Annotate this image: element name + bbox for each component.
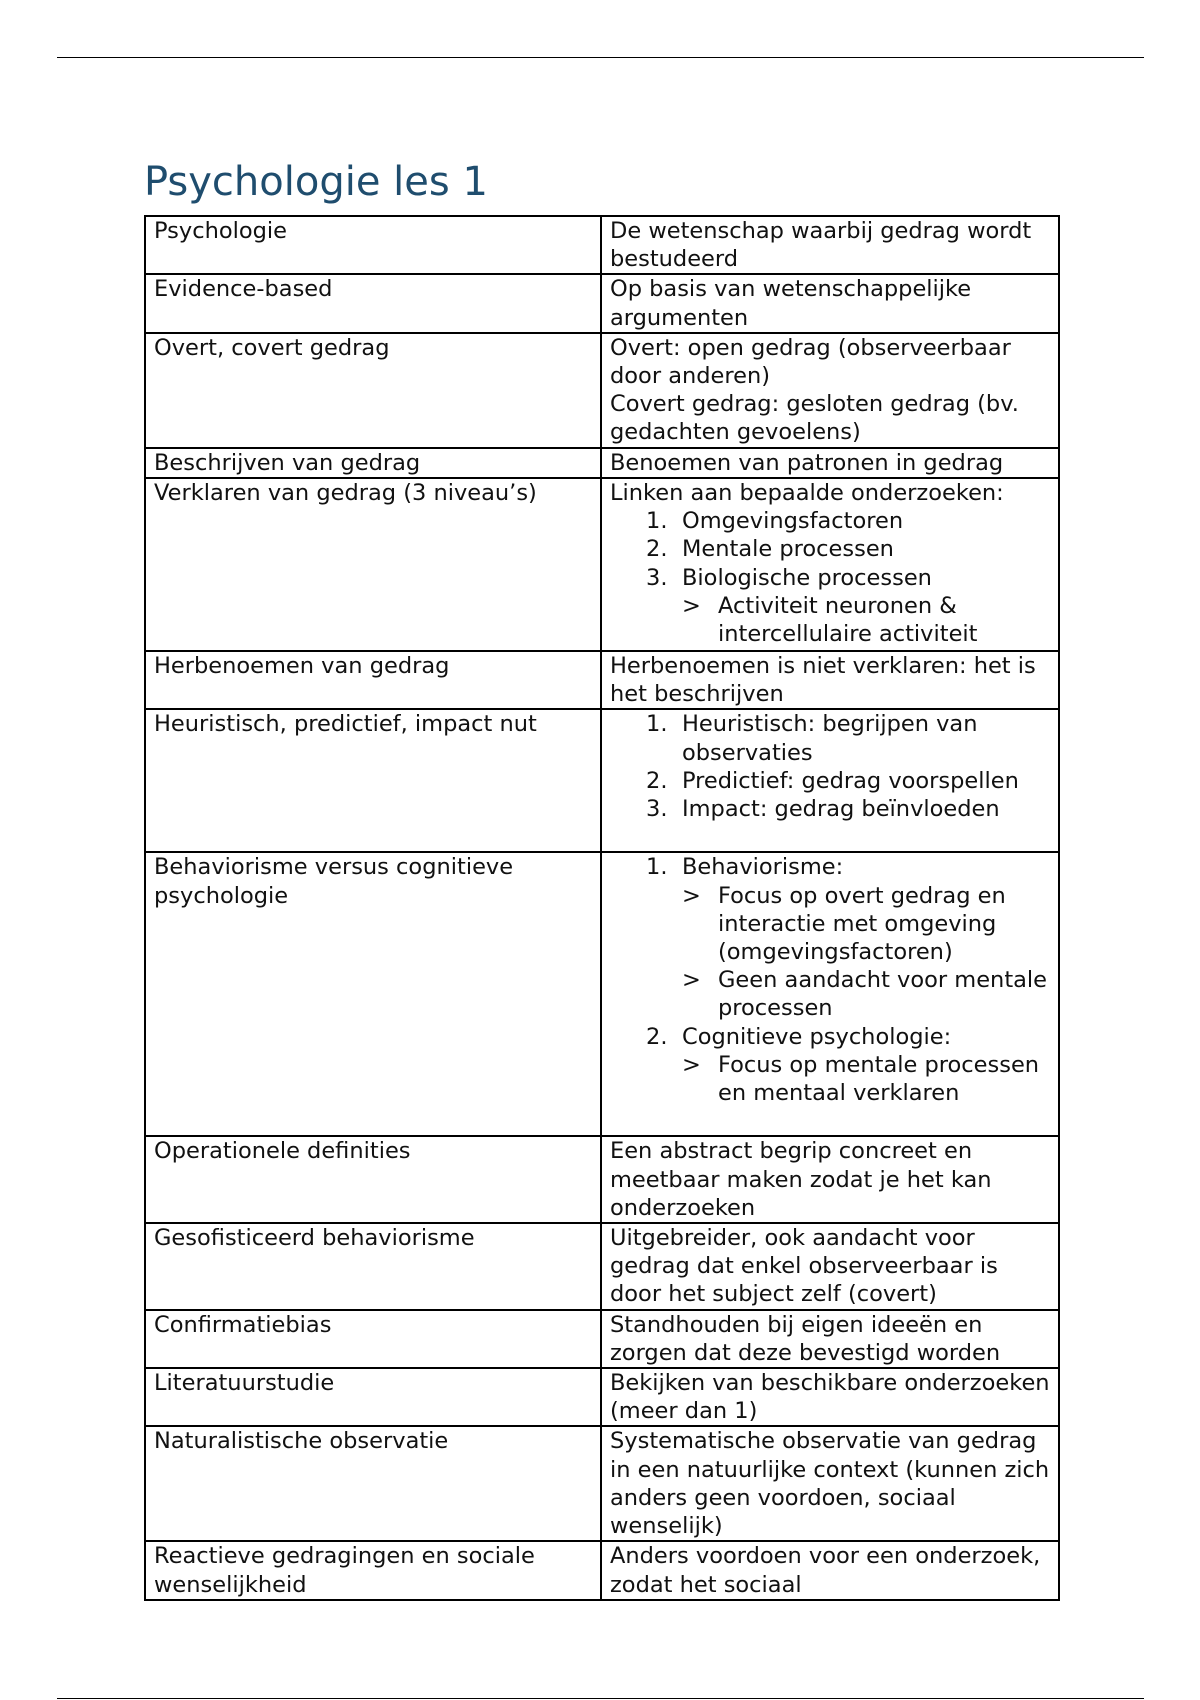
- list-number: 2.: [646, 767, 668, 794]
- definition-cell: Anders voordoen voor een onderzoek, zodat het sociaal: [601, 1541, 1059, 1599]
- term-cell: Evidence-based: [145, 274, 601, 332]
- table-row: [145, 1310, 1059, 1368]
- definition-cell: Herbenoemen is niet verklaren: het is het beschrijven: [601, 651, 1059, 709]
- list-number: 2.: [646, 536, 668, 563]
- arrow-bullet-icon: >: [682, 967, 701, 994]
- list-text: Heuristisch: begrijpen van observaties: [682, 711, 978, 766]
- table-row: [145, 216, 1059, 274]
- sub-bullet-text: Focus op overt gedrag en interactie met omgeving (omgevingsfactoren): [718, 882, 1006, 966]
- list-text: Behaviorisme:: [682, 854, 844, 881]
- sub-bullet: [610, 592, 1050, 648]
- list-number: 1.: [646, 854, 668, 881]
- definition-cell: [601, 478, 1059, 651]
- list-item: [610, 795, 1050, 823]
- table-row: [145, 709, 1059, 852]
- list-item: [610, 535, 1050, 563]
- definition-cell: Op basis van wetenschappelijke argumenten: [601, 274, 1059, 332]
- table-row: [145, 651, 1059, 709]
- list-item: [610, 564, 1050, 592]
- list-number: 1.: [646, 711, 668, 738]
- list-item: [610, 1023, 1050, 1051]
- table-row: [145, 1136, 1059, 1223]
- term-cell: Herbenoemen van gedrag: [145, 651, 601, 709]
- term-cell: Operationele definities: [145, 1136, 601, 1223]
- sub-bullet: [610, 966, 1050, 1022]
- table-row: [145, 1223, 1059, 1310]
- sub-bullet: [610, 1051, 1050, 1107]
- list-text: Omgevingsfactoren: [682, 508, 904, 535]
- list-text: Predictief: gedrag voorspellen: [682, 767, 1019, 794]
- table-row: [145, 1426, 1059, 1541]
- sub-bullet-text: Geen aandacht voor mentale processen: [718, 967, 1048, 1022]
- list-item: [610, 853, 1050, 881]
- definition-cell: De wetenschap waarbij gedrag wordt bestudeerd: [601, 216, 1059, 274]
- page-title: Psychologie les 1: [144, 159, 488, 205]
- term-cell: Psychologie: [145, 216, 601, 274]
- term-cell: Reactieve gedragingen en sociale wenselijkheid: [145, 1541, 601, 1599]
- footer-rule: [57, 1698, 1144, 1699]
- list-number: 3.: [646, 796, 668, 823]
- definition-cell: [601, 709, 1059, 852]
- term-cell: Behaviorisme versus cognitieve psychologie: [145, 852, 601, 1136]
- term-cell: Overt, covert gedrag: [145, 333, 601, 448]
- sub-bullet: [610, 882, 1050, 967]
- list-number: 2.: [646, 1023, 668, 1050]
- list-text: Biologische processen: [682, 564, 932, 591]
- list-text: Impact: gedrag beïnvloeden: [682, 796, 1000, 823]
- list-text: Cognitieve psychologie:: [682, 1023, 952, 1050]
- arrow-bullet-icon: >: [682, 1051, 701, 1078]
- table-row: [145, 478, 1059, 651]
- definition-cell: Systematische observatie van gedrag in een natuurlijke context (kunnen zich anders geen voordoen, sociaal wenselijk): [601, 1426, 1059, 1541]
- table-row: [145, 448, 1059, 478]
- definition-cell: Standhouden bij eigen ideeën en zorgen dat deze bevestigd worden: [601, 1310, 1059, 1368]
- definition-cell: Uitgebreider, ook aandacht voor gedrag dat enkel observeerbaar is door het subject zelf (covert): [601, 1223, 1059, 1310]
- table-row: [145, 852, 1059, 1136]
- table-row: [145, 274, 1059, 332]
- term-cell: Gesofisticeerd behaviorisme: [145, 1223, 601, 1310]
- definition-line: Overt: open gedrag (observeerbaar door anderen): [610, 334, 1011, 390]
- table-row: [145, 333, 1059, 448]
- list-number: 1.: [646, 508, 668, 535]
- list-number: 3.: [646, 564, 668, 591]
- definition-cell: Een abstract begrip concreet en meetbaar maken zodat je het kan onderzoeken: [601, 1136, 1059, 1223]
- term-cell: Literatuurstudie: [145, 1368, 601, 1426]
- list-item: [610, 767, 1050, 795]
- table-row: [145, 1368, 1059, 1426]
- term-cell: Naturalistische observatie: [145, 1426, 601, 1541]
- definition-cell: Benoemen van patronen in gedrag: [601, 448, 1059, 478]
- term-cell: Heuristisch, predictief, impact nut: [145, 709, 601, 852]
- definition-cell: [601, 333, 1059, 448]
- list-item: [610, 710, 1050, 766]
- definition-cell: [601, 852, 1059, 1136]
- table-row: [145, 1541, 1059, 1599]
- term-cell: Beschrijven van gedrag: [145, 448, 601, 478]
- list-text: Mentale processen: [682, 536, 894, 563]
- header-rule: [57, 57, 1144, 58]
- sub-bullet-text: Activiteit neuronen & intercellulaire activiteit: [718, 592, 978, 648]
- definition-intro: Linken aan bepaalde onderzoeken:: [610, 480, 1004, 507]
- list-item: [610, 507, 1050, 535]
- arrow-bullet-icon: >: [682, 882, 701, 909]
- term-cell: Confirmatiebias: [145, 1310, 601, 1368]
- sub-bullet-text: Focus op mentale processen en mentaal verklaren: [718, 1051, 1040, 1107]
- arrow-bullet-icon: >: [682, 592, 701, 619]
- definition-line: Covert gedrag: gesloten gedrag (bv. gedachten gevoelens): [610, 391, 1019, 446]
- glossary-table: [144, 215, 1060, 1601]
- term-cell: Verklaren van gedrag (3 niveau’s): [145, 478, 601, 651]
- definition-cell: Bekijken van beschikbare onderzoeken (meer dan 1): [601, 1368, 1059, 1426]
